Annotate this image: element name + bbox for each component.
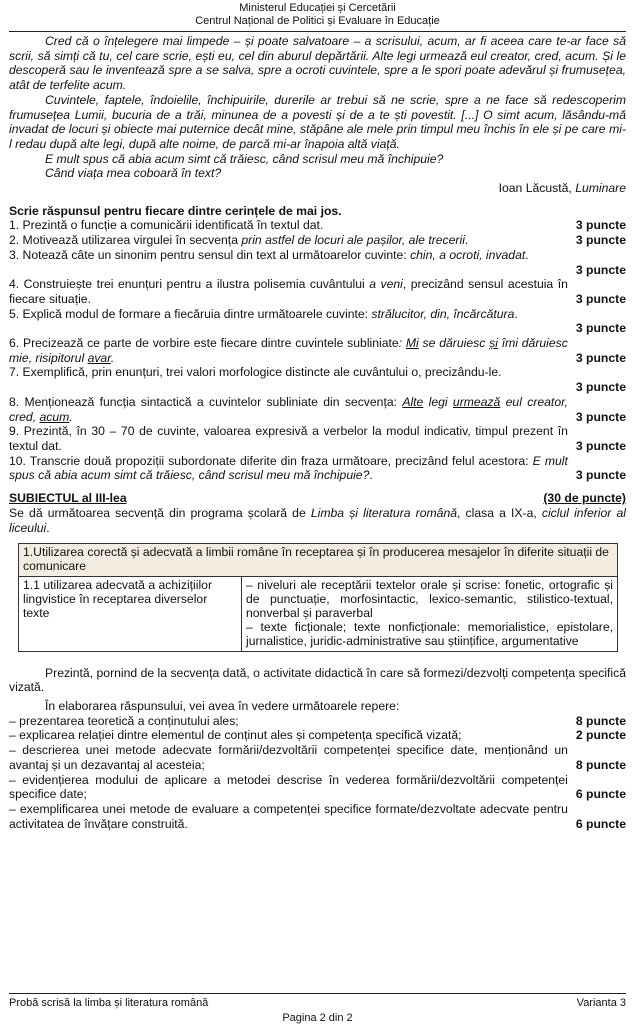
footer-divider bbox=[9, 993, 626, 994]
question-10: 10. Transcrie două propoziții subordonate diferite din fraza următoare, precizând felul acestora: E mult spus că abia acum simt că trăiesc, când scrisul meu mă închipuie?. 3 puncte bbox=[9, 453, 626, 483]
question-points: 3 puncte bbox=[575, 380, 626, 395]
subject-3-heading bbox=[9, 491, 626, 506]
question-6: 6. Precizează ce parte de vorbire este fiecare dintre cuvintele subliniate: Mi se dăruiesc și îmi dăruiesc mie, risipitorul avar. 3 puncte bbox=[9, 336, 626, 365]
question-points: 3 puncte bbox=[575, 350, 626, 365]
question-points: 3 puncte bbox=[575, 291, 626, 306]
question-points: 3 puncte bbox=[575, 321, 626, 336]
question-points: 3 puncte bbox=[575, 409, 626, 424]
question-points: 3 puncte bbox=[575, 218, 626, 233]
literary-text bbox=[9, 34, 626, 196]
ministry-name: Ministerul Educației și Cercetării bbox=[239, 2, 396, 14]
guideline-points: 6 puncte bbox=[575, 787, 626, 802]
question-7: 7. Exemplifică, prin enunțuri, trei valori morfologice distincte ale cuvântului o, precizându-le. 3 puncte bbox=[9, 365, 626, 395]
curriculum-table bbox=[18, 543, 618, 651]
work-title: Luminare bbox=[575, 181, 626, 196]
task-statement: Prezintă, pornind de la secvența dată, o activitate didactică în care să formezi/dezvolți competența specifică vizată. bbox=[9, 665, 626, 695]
text-paragraph-3: E mult spus că abia acum simt că trăiesc, când scrisul meu mă închipuie? bbox=[45, 151, 444, 166]
question-1: 1. Prezintă o funcție a comunicării identificată în textul dat. 3 puncte bbox=[9, 218, 626, 233]
document-header bbox=[9, 2, 626, 28]
page-number: Pagina 2 din 2 bbox=[282, 1012, 353, 1024]
question-points: 3 puncte bbox=[575, 262, 626, 277]
text-source bbox=[9, 181, 626, 196]
guideline-2: – explicarea relației dintre elementul de conținut ales și competența specifică vizată; 2 puncte bbox=[9, 728, 626, 743]
subject-3-intro: Se dă următoarea secvență din programa școlară de Limba și literatura română, clasa a IX-a, ciclul inferior al liceului. bbox=[9, 505, 626, 535]
text-paragraph-2: Cuvintele, faptele, îndoielile, închipuirile, durerile ar trebui să ne scrie, spre a ne face să redescoperim frumusețea Lumii, bucuria de a trăi, minunea de a povesti și de a te ști povestit. [...] O simt acum, lăsându-mă invadat de locuri și obiecte mai puternice decât mine, stăpâne ale mele prin timpul meu închis în ele și pe care mi-l redau după alte legi, după alte noime, de parcă mi-ar înapoia altă viață. bbox=[9, 92, 626, 151]
guideline-1: – prezentarea teoretică a conținutului ales; 8 puncte bbox=[9, 713, 626, 728]
header-divider bbox=[9, 31, 626, 32]
subject-3-points: (30 de puncte) bbox=[543, 491, 626, 506]
guideline-points: 8 puncte bbox=[575, 713, 626, 728]
guideline-3: – descrierea unei metode adecvate formării/dezvoltării competenței specifice date, menționând un avantaj și un dezavantaj al acesteia; 8 puncte bbox=[9, 743, 626, 772]
table-header-cell: 1.Utilizarea corectă și adecvată a limbii române în receptarea și în producerea mesajelor în diferite situații de comunicare bbox=[19, 544, 618, 576]
guidelines-intro: În elaborarea răspunsului, vei avea în vedere următoarele repere: bbox=[45, 699, 400, 714]
question-points: 3 puncte bbox=[575, 468, 626, 483]
footer-variant: Varianta 3 bbox=[576, 997, 626, 1009]
page-footer bbox=[9, 993, 626, 1025]
guideline-5: – exemplificarea unei metode de evaluare a competenței specifice formate/dezvoltate adecvate pentru activitatea de învățare construită. 6 puncte bbox=[9, 801, 626, 831]
guideline-points: 2 puncte bbox=[575, 728, 626, 743]
question-9: 9. Prezintă, în 30 – 70 de cuvinte, valoarea expresivă a verbelor la modul indicativ, timpul prezent în textul dat. 3 puncte bbox=[9, 424, 626, 453]
subject-3-title: SUBIECTUL al III-lea bbox=[9, 491, 127, 506]
instructions-heading: Scrie răspunsul pentru fiecare dintre cerințele de mai jos. bbox=[9, 203, 342, 218]
competence-cell: 1.1 utilizarea adecvată a achizițiilor lingvistice în receptarea diverselor texte bbox=[19, 576, 242, 651]
guideline-points: 8 puncte bbox=[575, 757, 626, 772]
question-points: 3 puncte bbox=[575, 233, 626, 248]
question-4: 4. Construiește trei enunțuri pentru a ilustra polisemia cuvântului a veni, precizând sensul acestuia în fiecare situație. 3 puncte bbox=[9, 277, 626, 306]
footer-exam-name: Probă scrisă la limba și literatura română bbox=[9, 997, 209, 1009]
author-name: Ioan Lăcustă, bbox=[498, 181, 576, 196]
question-list bbox=[9, 218, 626, 483]
question-points: 3 puncte bbox=[575, 438, 626, 453]
exam-page bbox=[9, 2, 626, 831]
guidelines-list bbox=[9, 714, 626, 832]
question-8: 8. Menționează funcția sintactică a cuvintelor subliniate din secvența: Alte legi urmează eul creator, cred, acum. 3 puncte bbox=[9, 394, 626, 424]
guideline-4: – evidențierea modului de aplicare a metodei descrise în vederea formării/dezvoltării competenței specifice date; 6 puncte bbox=[9, 772, 626, 802]
question-5: 5. Explică modul de formare a fiecăruia dintre următoarele cuvinte: strălucitor, din, încărcătura. 3 puncte bbox=[9, 306, 626, 336]
text-paragraph-4: Când viața mea coboară în text? bbox=[45, 166, 222, 181]
center-name: Centrul Național de Politici și Evaluare în Educație bbox=[195, 15, 440, 27]
question-3: 3. Notează câte un sinonim pentru sensul din text al următoarelor cuvinte: chin, a ocroti, invadat. 3 puncte bbox=[9, 247, 626, 277]
guideline-points: 6 puncte bbox=[575, 816, 626, 831]
text-paragraph-1: Cred că o înțelegere mai limpede – și poate salvatoare – a scrisului, acum, ar fi aceea care te-ar face să scrii, să simți că tu, cel care scrie, ești eu, cel din aburul depărtării. Alte legi urmează eul creator, cred, acum. Și le descoperă sau le inventează spre a se salva, spre a ocroti cuvintele, spre a le spori poate adevărul și frumusețea, atât de terfelite acum. bbox=[9, 34, 626, 93]
question-2: 2. Motivează utilizarea virgulei în secvența prin astfel de locuri ale pașilor, ale trecerii. 3 puncte bbox=[9, 233, 626, 248]
content-cell: – niveluri ale receptării textelor orale și scrise: fonetic, ortografic și de punctuație, morfosintactic, lexico-semantic, stilistico-textual, nonverbal și paraverbal – texte ficționale; texte nonficționale: memorialistice, epistolare, jurnalistice, juridic-administrative sau științifice, argumentative bbox=[242, 576, 618, 651]
